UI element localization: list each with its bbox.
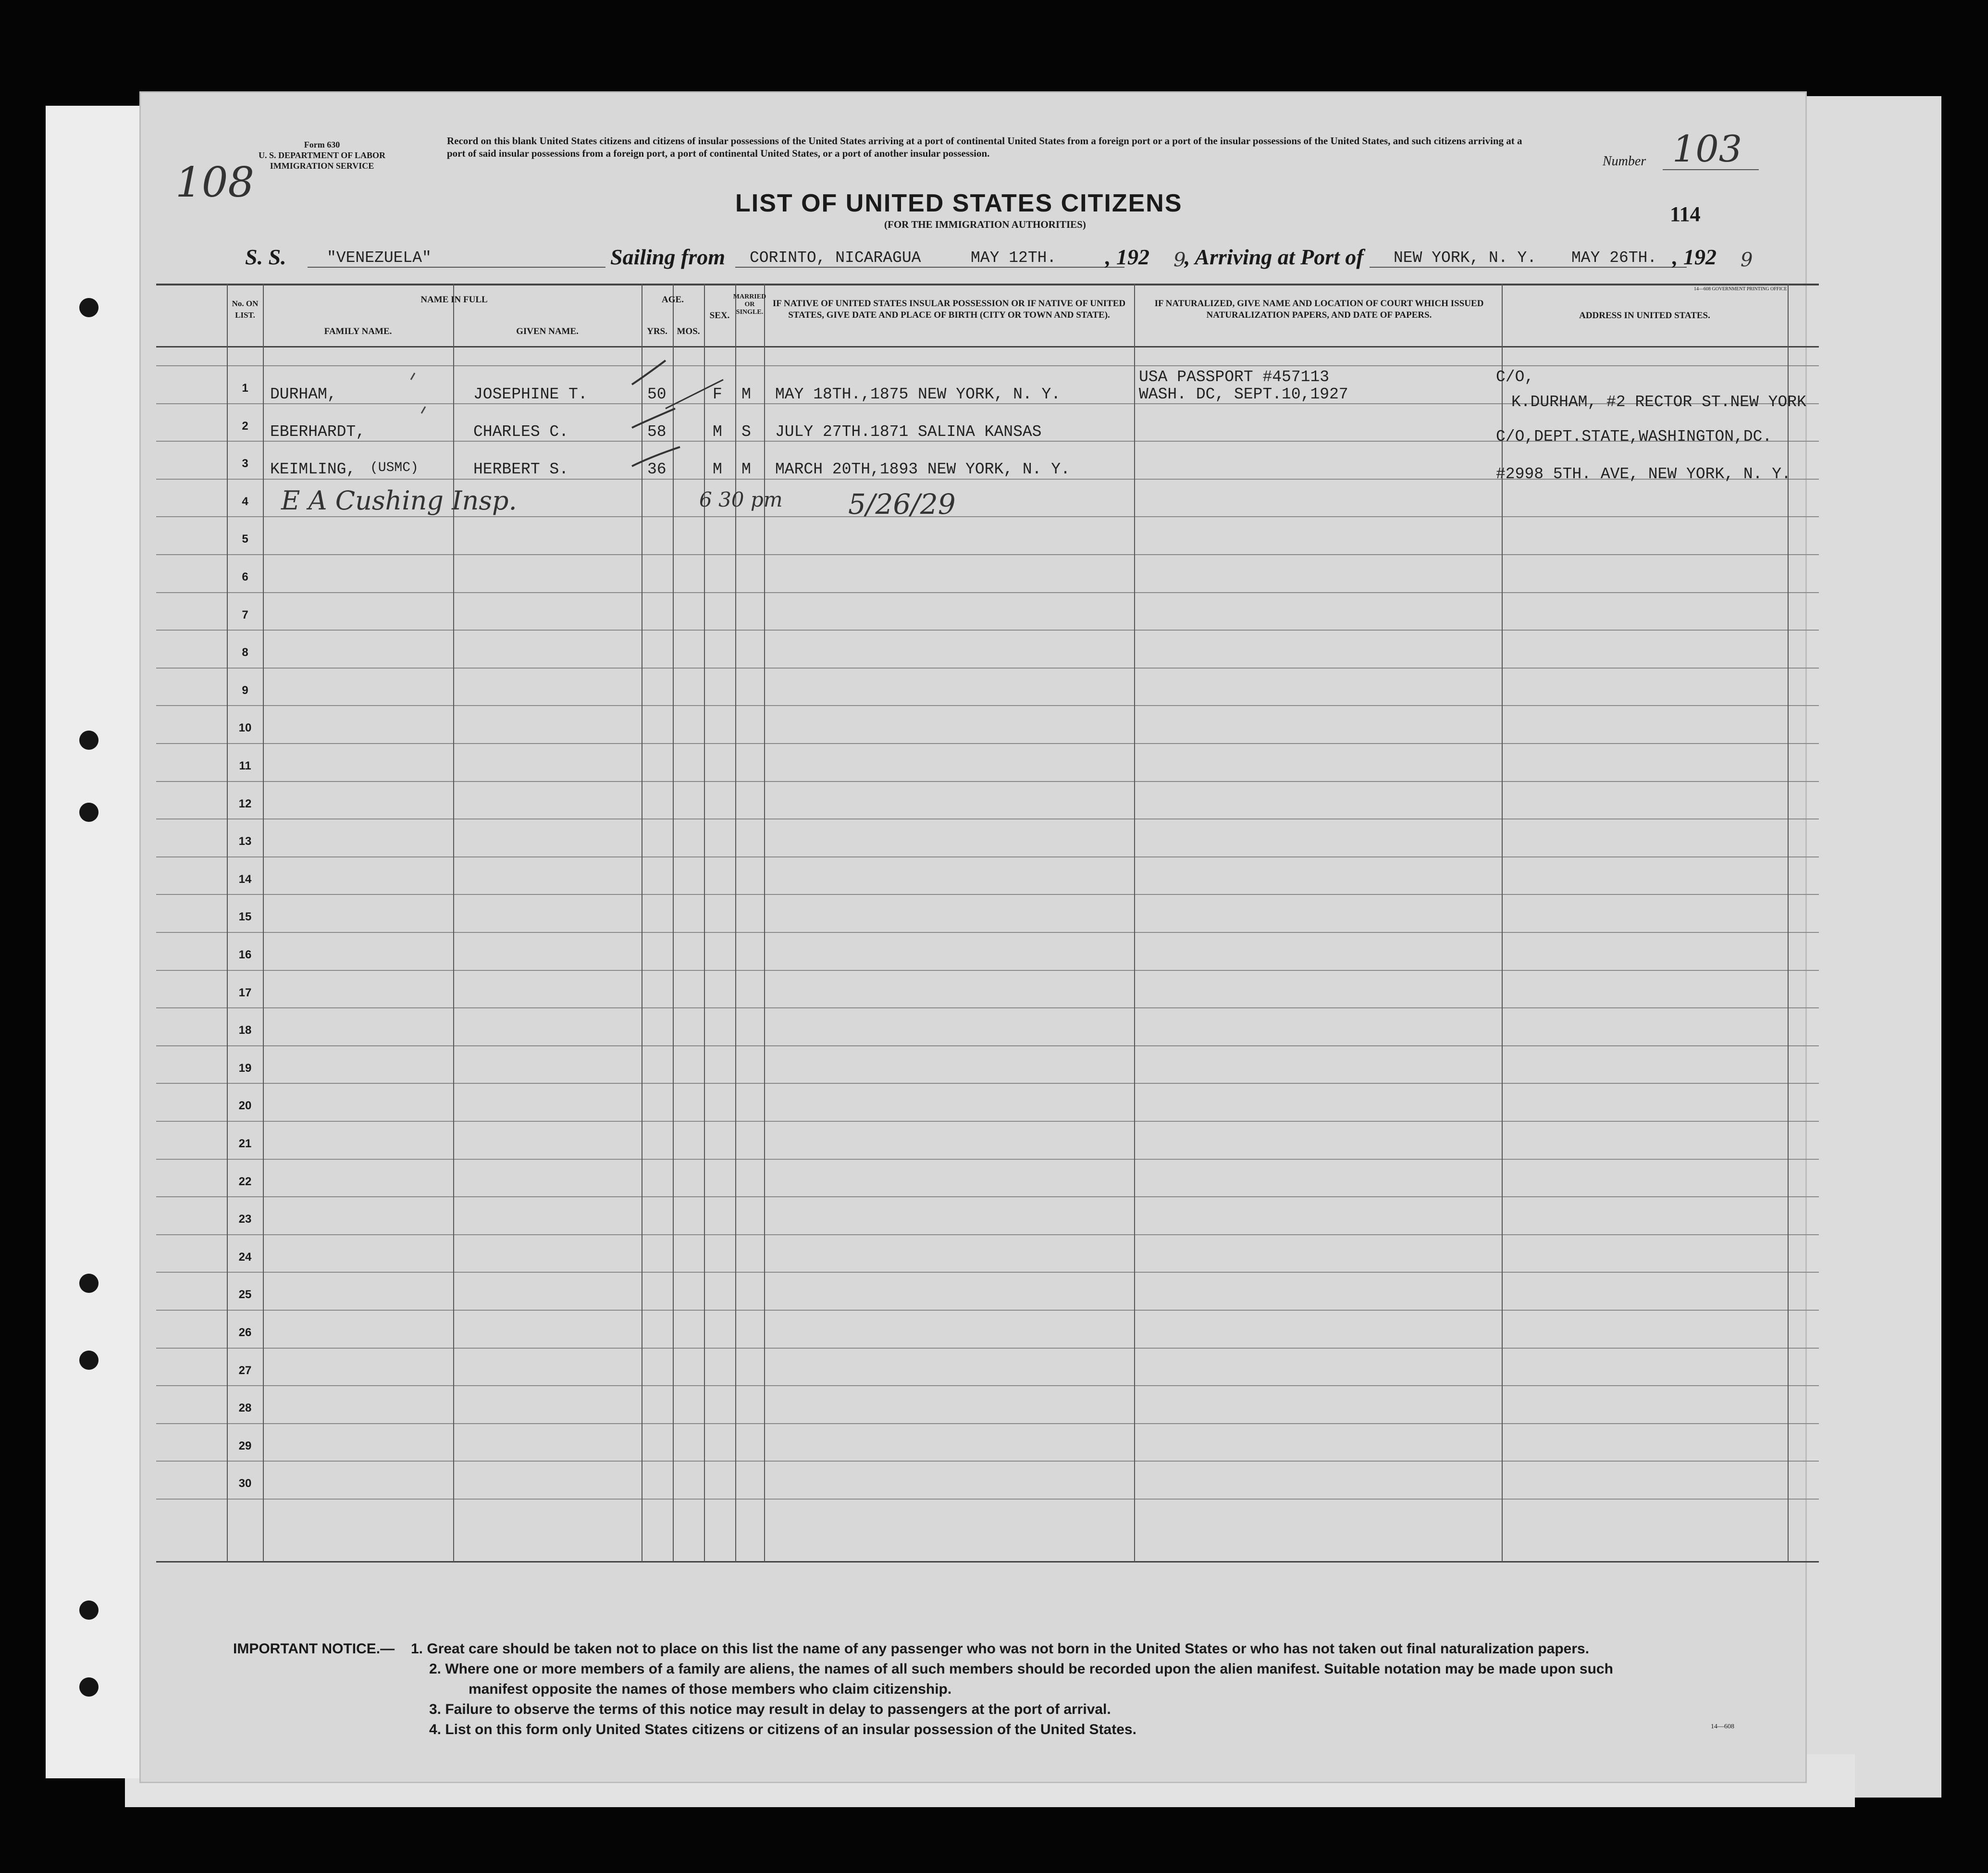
col-divider-family xyxy=(263,284,264,1562)
row-line xyxy=(156,1385,1819,1386)
row2-sex: M xyxy=(713,423,722,441)
row-line xyxy=(156,630,1819,631)
handwritten-margin-number: 108 xyxy=(175,159,255,207)
header-naturalized: IF NATURALIZED, GIVE NAME AND LOCATION OF COURT WHICH ISSUED NATURALIZATION PAPERS, AND DATE OF PAPERS. xyxy=(1154,298,1484,320)
row2-ms: S xyxy=(741,423,751,441)
row-line xyxy=(156,1083,1819,1084)
row-number: 8 xyxy=(242,646,248,659)
page-title: LIST OF UNITED STATES CITIZENS xyxy=(735,189,1183,217)
row-number: 13 xyxy=(238,835,252,848)
col-divider-no xyxy=(227,284,228,1562)
row-number: 23 xyxy=(238,1213,252,1226)
header-birth: IF NATIVE OF UNITED STATES INSULAR POSSESSION OR IF NATIVE OF UNITED STATES, GIVE DATE AND PLACE OF BIRTH (CITY OR TOWN AND STATE). xyxy=(772,298,1126,320)
row-number: 30 xyxy=(238,1477,252,1490)
header-yrs: YRS. xyxy=(647,326,667,336)
row-line xyxy=(156,705,1819,706)
row-line xyxy=(156,1159,1819,1160)
arriving-label: , Arriving at Port of xyxy=(1185,245,1364,269)
year2-prefix: , 192 xyxy=(1672,245,1716,269)
row-number: 25 xyxy=(238,1288,252,1302)
header-address: ADDRESS IN UNITED STATES. xyxy=(1579,310,1710,321)
row-line xyxy=(156,856,1819,857)
row3-address: C/O,DEPT.STATE,WASHINGTON,DC. xyxy=(1496,428,1772,446)
notice-item-2: 2. Where one or more members of a family are aliens, the names of all such members should be recorded upon the alien manifest. Suitable notation may be made upon such xyxy=(429,1661,1613,1677)
year1-suffix: 9 xyxy=(1173,249,1186,271)
col-divider-naturalized xyxy=(1134,284,1135,1562)
row-number: 7 xyxy=(242,608,248,621)
notice-item-2-cont: manifest opposite the names of those members who claim citizenship. xyxy=(469,1681,952,1697)
notice-item-1: 1. Great care should be taken not to place on this list the name of any passenger who was not born in the United States or who has not taken out final naturalization papers. xyxy=(411,1641,1590,1657)
row2-given: CHARLES C. xyxy=(473,423,569,441)
ship-name: "VENEZUELA" xyxy=(327,249,432,267)
inspector-signature: E A Cushing Insp. xyxy=(281,485,517,516)
header-married-or-single: MARRIED OR SINGLE. xyxy=(733,293,766,316)
binding-hole xyxy=(79,1600,99,1620)
row-number: 18 xyxy=(238,1024,252,1037)
number-value: 103 xyxy=(1672,127,1742,170)
row-number: 20 xyxy=(238,1099,252,1113)
header-given-name: GIVEN NAME. xyxy=(516,326,579,336)
header-no-on-list: No. ON LIST. xyxy=(232,299,259,320)
row-number: 1 xyxy=(242,382,248,395)
instruction-text: Record on this blank United States citizens and citizens of insular possessions of the United States arriving at a port of continental United States from a foreign port or a port of the insular possessions of the United States, and such citizens arriving at a port of said insular possessions from a foreign port, a port of continental United States, or a port of another insular possession. xyxy=(447,135,1522,159)
row-number: 26 xyxy=(238,1326,252,1339)
row2-birth: JULY 27TH.1871 SALINA KANSAS xyxy=(775,423,1042,441)
arrival-underline xyxy=(1370,267,1687,268)
row-number: 12 xyxy=(238,797,252,810)
row-line xyxy=(156,592,1819,593)
row-number: 15 xyxy=(238,910,252,924)
row-number: 10 xyxy=(238,721,252,735)
row3-sex: M xyxy=(713,460,722,478)
row-line xyxy=(156,970,1819,971)
header-bottom-border xyxy=(156,346,1819,347)
binding-hole xyxy=(79,803,99,822)
row-number: 28 xyxy=(238,1402,252,1415)
row-number: 21 xyxy=(238,1137,252,1150)
row3-usmc: (USMC) xyxy=(370,460,419,475)
sailing-underline xyxy=(735,267,1124,268)
row-line xyxy=(156,1121,1819,1122)
binding-hole xyxy=(79,1351,99,1370)
row2-naturalized: WASH. DC, SEPT.10,1927 xyxy=(1139,385,1348,403)
row1-given: JOSEPHINE T. xyxy=(473,385,588,403)
row-number: 16 xyxy=(238,948,252,961)
row-number: 3 xyxy=(242,457,248,471)
row-line xyxy=(156,668,1819,669)
row-line xyxy=(156,932,1819,933)
row-number: 17 xyxy=(238,986,252,999)
header-family-name: FAMILY NAME. xyxy=(324,326,392,336)
notice-heading: IMPORTANT NOTICE.— xyxy=(233,1641,395,1657)
arrival-port: NEW YORK, N. Y. xyxy=(1394,249,1537,267)
row-line xyxy=(156,1045,1819,1046)
service-label: IMMIGRATION SERVICE xyxy=(270,161,374,171)
row-line xyxy=(156,1272,1819,1273)
sailing-date: MAY 12TH. xyxy=(971,249,1057,267)
row1-ms: M xyxy=(741,385,751,403)
binding-hole xyxy=(79,1274,99,1293)
row-number: 11 xyxy=(239,759,251,772)
row-number: 27 xyxy=(238,1364,252,1377)
row-number: 14 xyxy=(238,872,252,886)
row1-naturalized: USA PASSPORT #457113 xyxy=(1139,368,1330,386)
binding-hole xyxy=(79,298,99,317)
row-number: 4 xyxy=(242,495,248,508)
page-number: 114 xyxy=(1670,202,1701,226)
year2-suffix: 9 xyxy=(1741,249,1753,271)
header-age: AGE. xyxy=(662,295,684,305)
printer-note: 14—608 GOVERNMENT PRINTING OFFICE xyxy=(1694,286,1787,292)
ship-underline xyxy=(308,267,605,268)
header-sex: SEX. xyxy=(709,310,730,321)
row-line xyxy=(156,1310,1819,1311)
row-line xyxy=(156,1348,1819,1349)
check-marks xyxy=(406,351,771,505)
row3-ms: M xyxy=(741,460,751,478)
row-line xyxy=(156,516,1819,517)
number-label: Number xyxy=(1603,154,1646,169)
department-label: U. S. DEPARTMENT OF LABOR xyxy=(258,150,386,160)
binding-hole xyxy=(79,1677,99,1697)
row1-sex: F xyxy=(713,385,722,403)
form-block xyxy=(240,139,404,171)
passenger-table xyxy=(156,284,1819,1562)
footer-code: 14—608 xyxy=(1711,1723,1734,1730)
row-number: 22 xyxy=(238,1175,252,1188)
row3-address-line2: #2998 5TH. AVE, NEW YORK, N. Y. xyxy=(1496,465,1791,483)
inspection-date: 5/26/29 xyxy=(848,488,956,521)
header-mos: MOS. xyxy=(677,326,700,336)
row-line xyxy=(156,554,1819,555)
row-number: 29 xyxy=(238,1439,252,1452)
table-top-border xyxy=(156,284,1819,285)
page-subtitle: (FOR THE IMMIGRATION AUTHORITIES) xyxy=(884,219,1086,230)
row3-given: HERBERT S. xyxy=(473,460,569,478)
binding-hole xyxy=(79,731,99,750)
row1-yrs: 50 xyxy=(647,385,667,403)
row-line xyxy=(156,1234,1819,1235)
row3-birth: MARCH 20TH,1893 NEW YORK, N. Y. xyxy=(775,460,1070,478)
ss-label: S. S. xyxy=(245,245,286,269)
header-name-in-full: NAME IN FULL xyxy=(420,295,488,305)
table-bottom-border xyxy=(156,1561,1819,1563)
row-number: 2 xyxy=(242,419,248,433)
row1-address: C/O, xyxy=(1496,368,1534,386)
row2-yrs: 58 xyxy=(647,423,667,441)
row-number: 5 xyxy=(242,533,248,546)
row-number: 6 xyxy=(242,571,248,583)
row2-family: EBERHARDT, xyxy=(270,423,366,441)
row2-address: K.DURHAM, #2 RECTOR ST.NEW YORK xyxy=(1511,393,1806,411)
row-line xyxy=(156,781,1819,782)
row-number: 24 xyxy=(238,1250,252,1264)
row3-yrs: 36 xyxy=(647,460,667,478)
notice-item-4: 4. List on this form only United States citizens or citizens of an insular possession of the United States. xyxy=(429,1722,1136,1737)
row-line xyxy=(156,894,1819,895)
row-line xyxy=(156,1423,1819,1424)
row-line xyxy=(156,743,1819,744)
row-line xyxy=(156,1499,1819,1500)
notice-item-3: 3. Failure to observe the terms of this notice may result in delay to passengers at the port of arrival. xyxy=(429,1701,1111,1717)
row-line xyxy=(156,1196,1819,1197)
left-binding-flap xyxy=(46,106,151,1778)
row-line xyxy=(156,1461,1819,1462)
sailing-label: Sailing from xyxy=(610,245,726,269)
sailing-port: CORINTO, NICARAGUA xyxy=(750,249,921,267)
row-number: 19 xyxy=(238,1061,252,1075)
row1-family: DURHAM, xyxy=(270,385,337,403)
arrival-date: MAY 26TH. xyxy=(1571,249,1657,267)
row1-birth: MAY 18TH.,1875 NEW YORK, N. Y. xyxy=(775,385,1061,403)
year1-prefix: , 192 xyxy=(1105,245,1149,269)
row-line xyxy=(156,365,1819,366)
form-number: Form 630 xyxy=(304,140,340,149)
row-line xyxy=(156,1007,1819,1008)
inspection-time: 6 30 pm xyxy=(699,488,783,511)
row3-family: KEIMLING, xyxy=(270,460,356,478)
row-number: 9 xyxy=(242,683,248,697)
